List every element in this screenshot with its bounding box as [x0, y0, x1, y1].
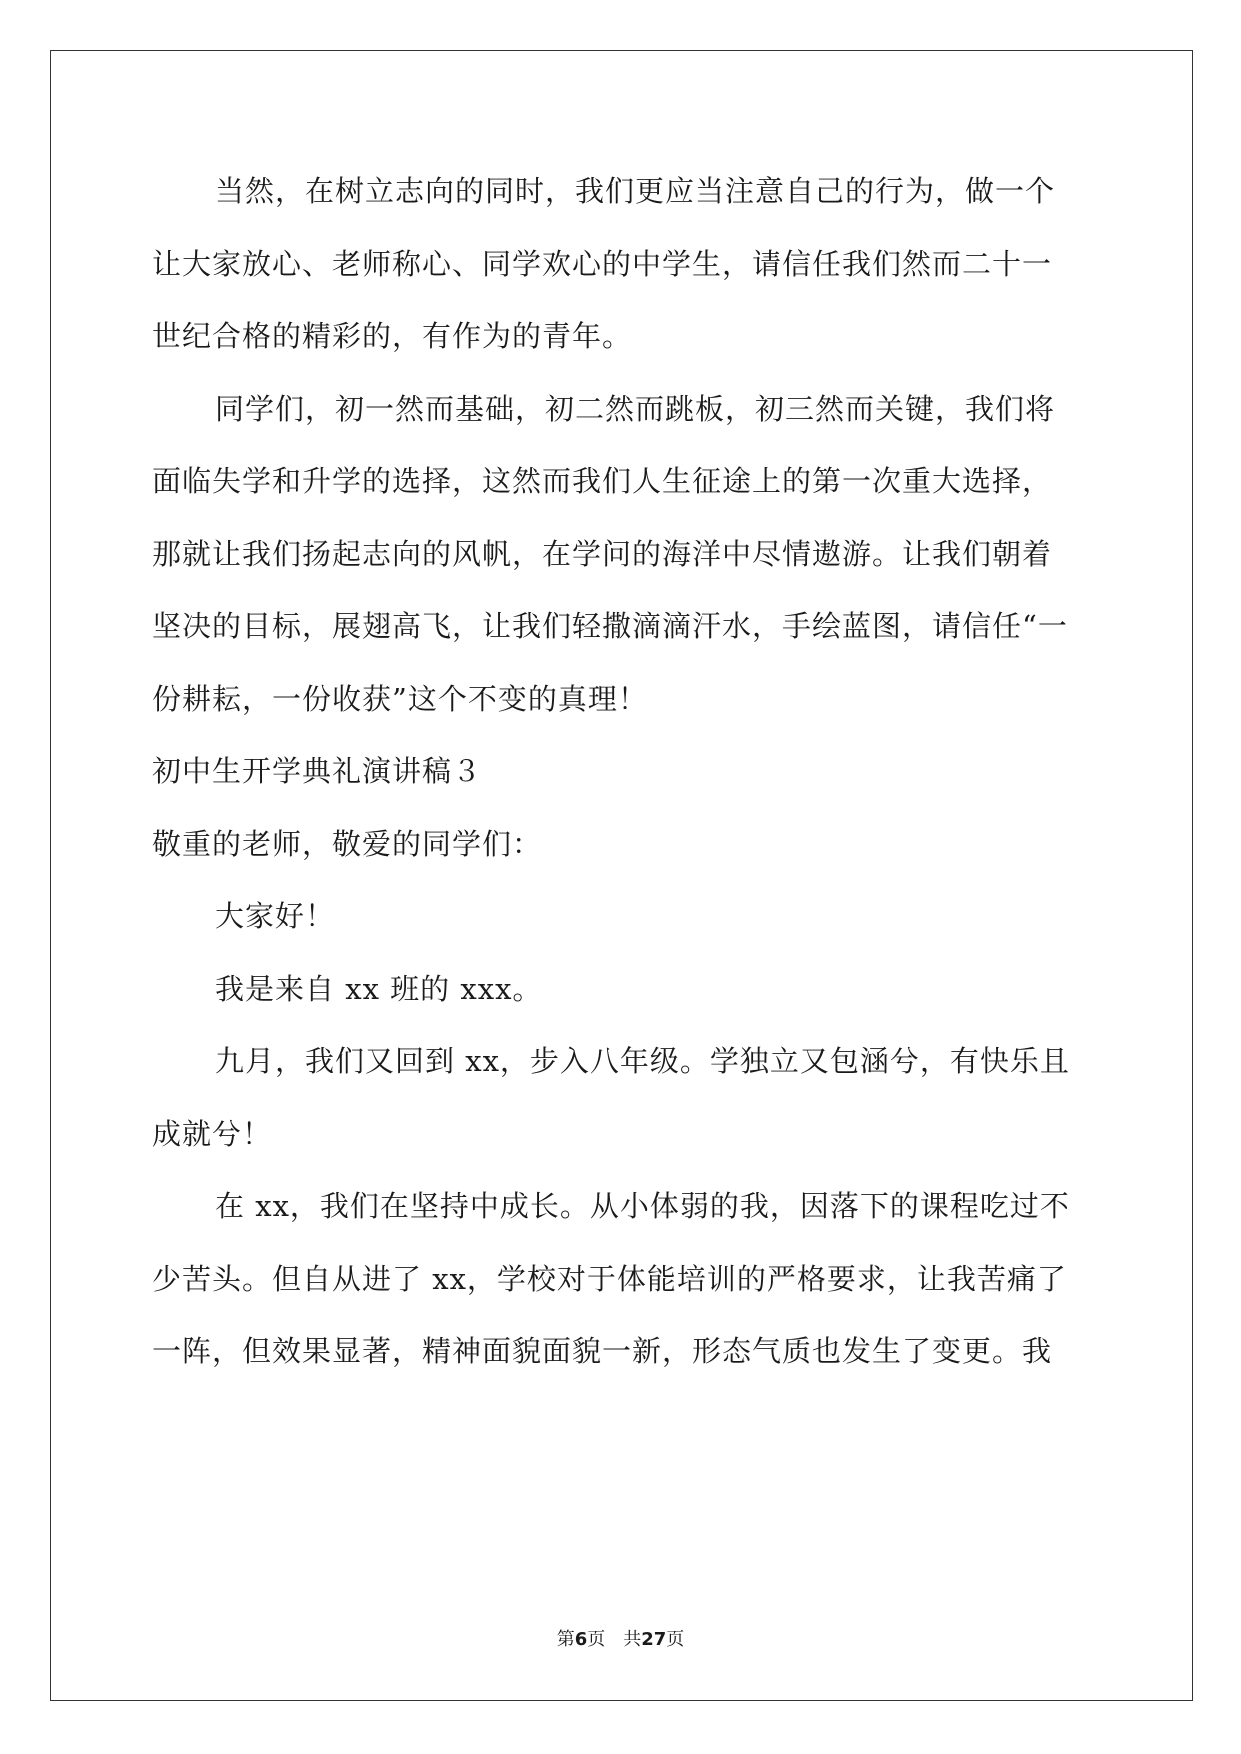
paragraph-line: 那就让我们扬起志向的风帆，在学问的海洋中尽情遨游。让我们朝着	[152, 537, 1053, 571]
page-suffix: 页	[587, 1629, 606, 1650]
paragraph-line: 坚决的目标，展翅高飞，让我们轻撒滴滴汗水，手绘蓝图，请信任“一	[152, 609, 1068, 643]
salutation: 敬重的老师，敬爱的同学们：	[152, 827, 543, 861]
paragraph-line: 同学们，初一然而基础，初二然而跳板，初三然而关键，我们将	[215, 392, 1056, 426]
paragraph-line: 在 xx，我们在坚持中成长。从小体弱的我，因落下的课程吃过不	[215, 1189, 1070, 1223]
paragraph-line: 成就兮！	[152, 1117, 273, 1151]
paragraph-line: 九月，我们又回到 xx，步入八年级。学独立又包涵兮，有快乐且	[215, 1044, 1070, 1078]
paragraph-line: 一阵，但效果显著，精神面貌面貌一新，形态气质也发生了变更。我	[152, 1334, 1053, 1368]
section-heading: 初中生开学典礼演讲稿３	[152, 754, 483, 788]
page-footer	[0, 1628, 1241, 1652]
paragraph-line: 面临失学和升学的选择，这然而我们人生征途上的第一次重大选择，	[152, 464, 1053, 498]
paragraph-line: 世纪合格的精彩的，有作为的青年。	[152, 319, 633, 353]
paragraph-line: 份耕耘，一份收获”这个不变的真理！	[152, 682, 648, 716]
page-current: 6	[574, 1629, 588, 1650]
paragraph-line: 少苦头。但自从进了 xx，学校对于体能培训的严格要求，让我苦痛了	[152, 1262, 1067, 1296]
total-suffix: 页	[666, 1629, 685, 1650]
paragraph-line: 让大家放心、老师称心、同学欢心的中学生，请信任我们然而二十一	[152, 247, 1053, 281]
paragraph-line: 当然，在树立志向的同时，我们更应当注意自己的行为，做一个	[215, 174, 1056, 208]
page-border	[50, 50, 1193, 1701]
paragraph-line: 大家好！	[215, 899, 336, 933]
page-prefix: 第	[556, 1629, 575, 1650]
paragraph-line: 我是来自 xx 班的 xxx。	[215, 972, 543, 1006]
page-total: 27	[641, 1629, 667, 1650]
total-prefix: 共	[623, 1629, 642, 1650]
